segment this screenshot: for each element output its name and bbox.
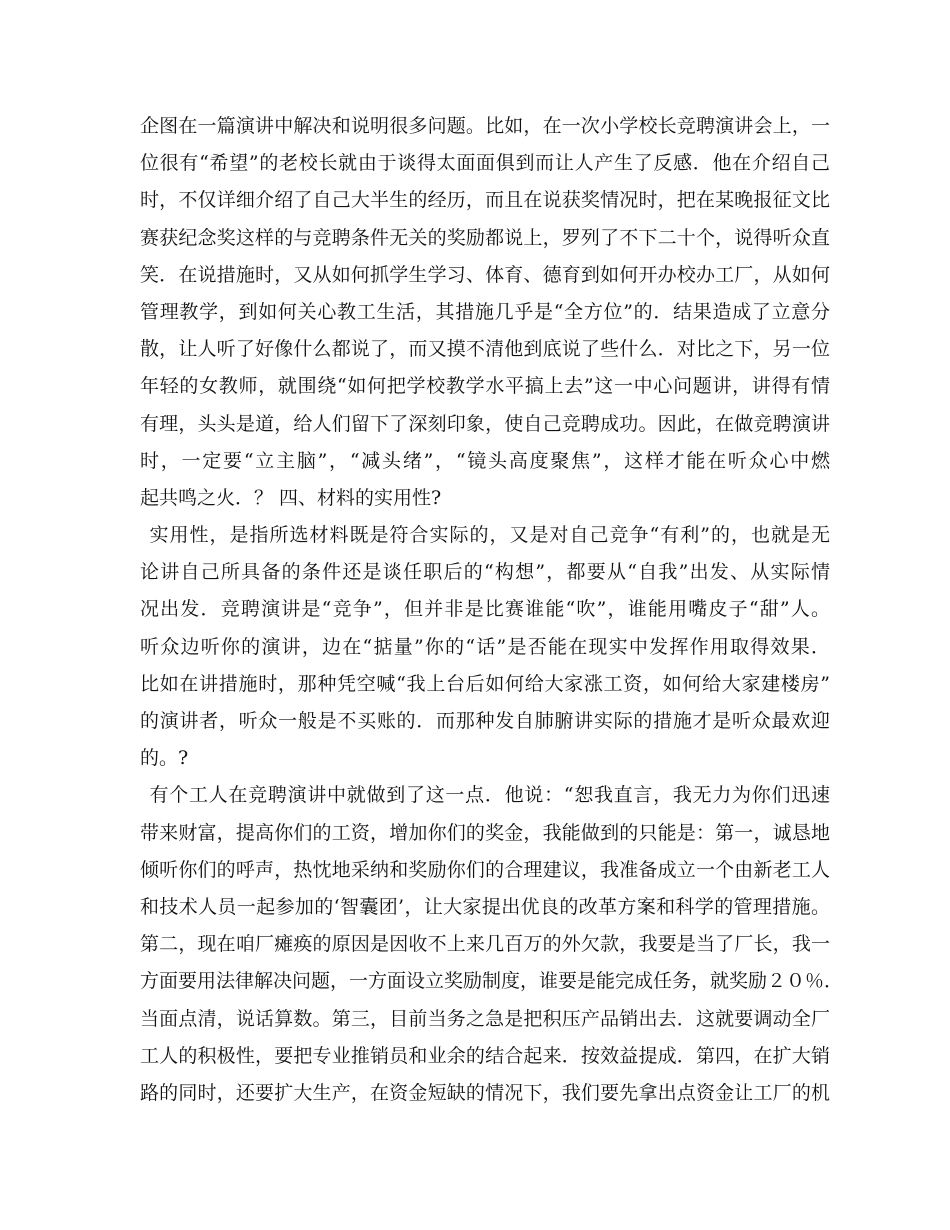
text-line: 的演讲者，听众一般是不买账的．而那种发自肺腑讲实际的措施才是听众最欢迎 (140, 710, 830, 732)
text-line: 散，让人听了好像什么都说了，而又摸不清他到底说了些什么．对比之下，另一位 (140, 338, 830, 361)
text-line: 工人的积极性，要把专业推销员和业余的结合起来．按效益提成．第四，在扩大销 (140, 1044, 830, 1067)
text-line: 的。? (140, 747, 189, 770)
text-line: 和技术人员一起参加的‘智囊团’，让大家提出优良的改革方案和科学的管理措施。 (140, 895, 830, 918)
text-line: 倾听你们的呼声，热忱地采纳和奖励你们的合理建议，我准备成立一个由新老工人 (140, 858, 830, 881)
text-line: 有理，头头是道，给人们留下了深刻印象，使自己竞聘成功。因此，在做竞聘演讲 (140, 412, 830, 435)
document-body-text (140, 108, 844, 1112)
text-line: 况出发．竞聘演讲是“竞争”，但并非是比赛谁能“吹”，谁能用嘴皮子“甜”人。 (140, 598, 830, 621)
text-line: 赛获纪念奖这样的与竞聘条件无关的奖励都说上，罗列了不下二十个，说得听众直 (140, 226, 830, 249)
text-line: 论讲自己所具备的条件还是谈任职后的“构想”，都要从“自我”出发、从实际情 (140, 561, 830, 584)
text-line: 实用性，是指所选材料既是符合实际的，又是对自己竞争“有利”的，也就是无 (149, 524, 830, 547)
text-line: 有个工人在竞聘演讲中就做到了这一点．他说：“恕我直言，我无力为你们迅速 (149, 784, 830, 807)
text-line: 比如在讲措施时，那种凭空喊“我上台后如何给大家涨工资，如何给大家建楼房” (140, 672, 830, 695)
text-line: 企图在一篇演讲中解决和说明很多问题。比如，在一次小学校长竞聘演讲会上，一 (140, 115, 830, 137)
text-line: 年轻的女教师，就围绕“如何把学校教学水平搞上去”这一中心问题讲，讲得有情 (140, 375, 830, 398)
text-line: 时，一定要“立主脑”，“减头绪”，“镜头高度聚焦”，这样才能在听众心中燃 (140, 449, 830, 472)
text-line: 位很有“希望”的老校长就由于谈得太面面俱到而让人产生了反感．他在介绍自己 (140, 152, 830, 175)
text-line: 管理教学，到如何关心教工生活，其措施几乎是“全方位”的．结果造成了立意分 (140, 300, 830, 323)
text-line: 方面要用法律解决问题，一方面设立奖励制度，谁要是能完成任务，就奖励２０％． (140, 970, 844, 993)
text-line: 起共鸣之火．？ 四、材料的实用性? (140, 486, 442, 509)
text-line: 带来财富，提高你们的工资，增加你们的奖金，我能做到的只能是：第一，诚恳地 (140, 821, 830, 844)
text-line: 第二，现在咱厂瘫痪的原因是因收不上来几百万的外欠款，我要是当了厂长，我一 (140, 933, 830, 956)
text-line: 笑．在说措施时，又从如何抓学生学习、体育、德育到如何开办校办工厂，从如何 (140, 263, 830, 286)
text-line: 当面点清，说话算数。第三，目前当务之急是把积压产品销出去．这就要调动全厂 (140, 1007, 830, 1030)
text-line: 听众边听你的演讲，边在“掂量”你的“话”是否能在现实中发挥作用取得效果． (140, 635, 830, 658)
text-line: 路的同时，还要扩大生产，在资金短缺的情况下，我们要先拿出点资金让工厂的机 (140, 1081, 830, 1104)
text-line: 时，不仅详细介绍了自己大半生的经历，而且在说获奖情况时，把在某晚报征文比 (140, 189, 830, 212)
